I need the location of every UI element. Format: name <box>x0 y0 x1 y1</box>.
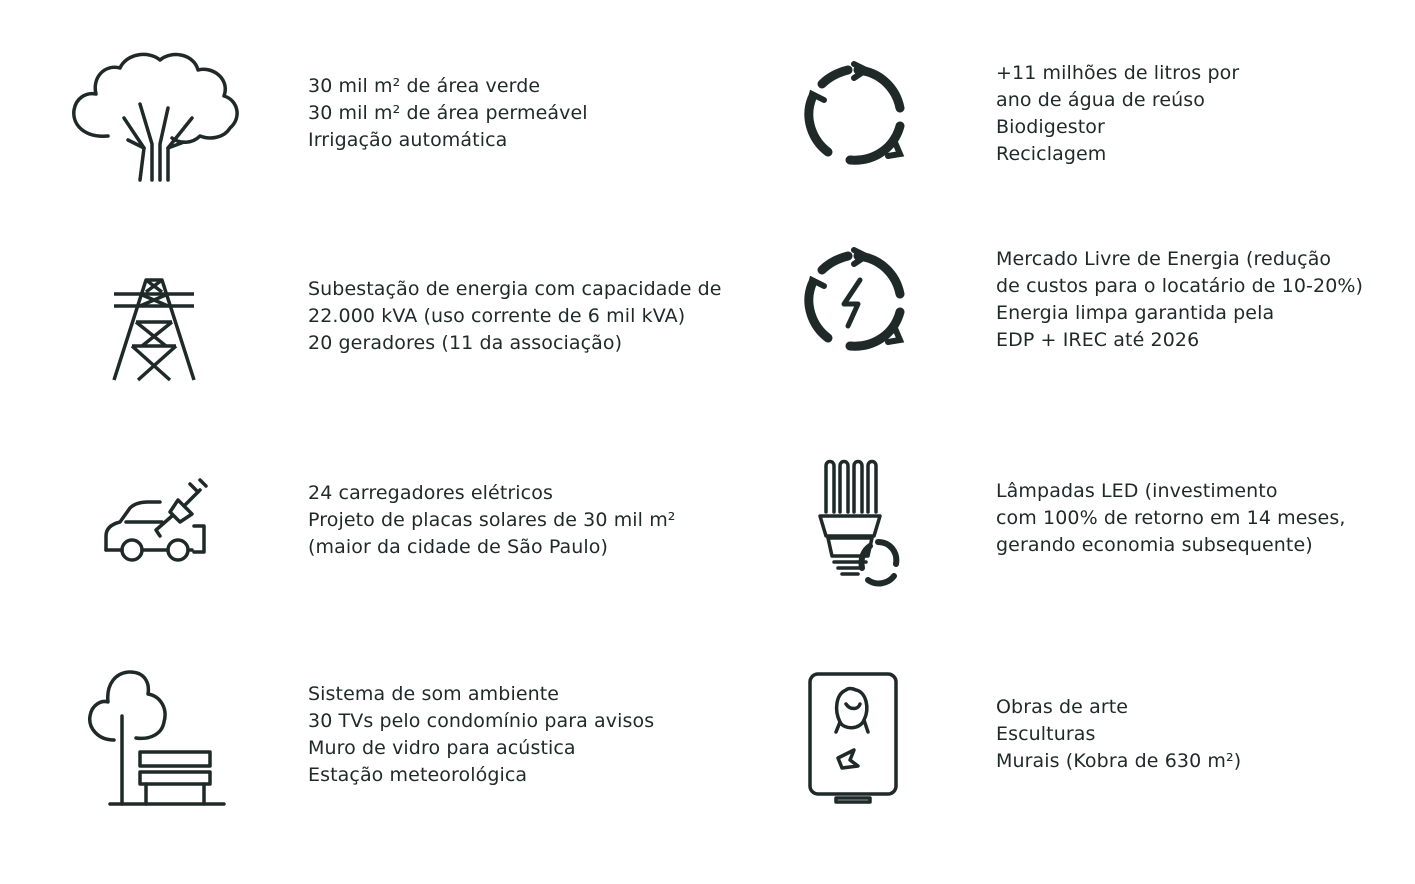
feature-line: Lâmpadas LED (investimento <box>996 480 1278 502</box>
feature-line: (maior da cidade de São Paulo) <box>308 536 609 558</box>
feature-line: 30 TVs pelo condomínio para avisos <box>308 710 655 732</box>
art-frame-icon <box>806 670 900 804</box>
feature-line: Energia limpa garantida pela <box>996 302 1275 324</box>
feature-line: Esculturas <box>996 723 1096 745</box>
feature-line: gerando economia subsequente) <box>996 534 1313 556</box>
feature-line: Estação meteorológica <box>308 764 528 786</box>
feature-text-water-reuse <box>996 60 1239 168</box>
feature-line: de custos para o locatário de 10-20%) <box>996 275 1364 297</box>
feature-line: Muro de vidro para acústica <box>308 737 576 759</box>
feature-line: 30 mil m² de área verde <box>308 75 541 97</box>
tree-icon <box>68 48 244 184</box>
feature-line: Obras de arte <box>996 696 1129 718</box>
feature-text-led <box>996 478 1346 559</box>
renewable-energy-icon <box>800 246 910 358</box>
feature-line: ano de água de reúso <box>996 89 1206 111</box>
feature-line: Mercado Livre de Energia (redução <box>996 248 1332 270</box>
feature-text-chargers <box>308 480 676 561</box>
feature-text-green-area <box>308 73 588 154</box>
feature-line: Reciclagem <box>996 143 1107 165</box>
power-tower-icon <box>110 276 198 384</box>
feature-line: Subestação de energia com capacidade de <box>308 278 722 300</box>
feature-line: 20 geradores (11 da associação) <box>308 332 623 354</box>
feature-line: Murais (Kobra de 630 m²) <box>996 750 1242 772</box>
feature-line: 22.000 kVA (uso corrente de 6 mil kVA) <box>308 305 686 327</box>
feature-line: Irrigação automática <box>308 129 508 151</box>
recycle-arrows-icon <box>800 60 910 172</box>
feature-text-energy-market <box>996 246 1363 354</box>
feature-line: Projeto de placas solares de 30 mil m² <box>308 509 676 531</box>
feature-line: Sistema de som ambiente <box>308 683 560 705</box>
feature-line: 24 carregadores elétricos <box>308 482 553 504</box>
feature-line: Biodigestor <box>996 116 1105 138</box>
feature-line: +11 milhões de litros por <box>996 62 1240 84</box>
feature-line: 30 mil m² de área permeável <box>308 102 588 124</box>
electric-car-plug-icon <box>100 478 212 566</box>
feature-text-substation <box>308 276 722 357</box>
feature-text-sound-system <box>308 681 654 789</box>
led-bulb-icon <box>806 456 906 588</box>
tree-bench-icon <box>84 666 226 810</box>
feature-text-art <box>996 694 1241 775</box>
feature-line: EDP + IREC até 2026 <box>996 329 1200 351</box>
feature-line: com 100% de retorno em 14 meses, <box>996 507 1346 529</box>
